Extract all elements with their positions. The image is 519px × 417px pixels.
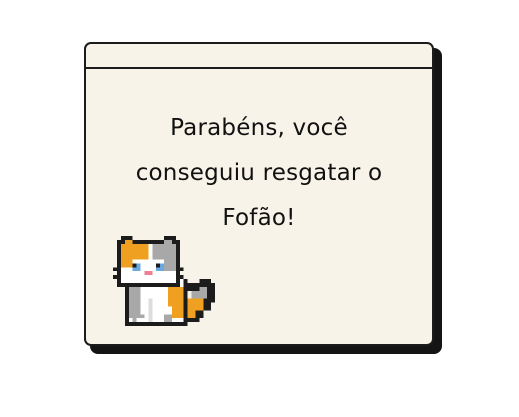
dialog-message [106,106,412,241]
dialog-titlebar [86,44,432,69]
pixel-calico-cat-icon [112,232,224,330]
dialog-message-line-3: Fofão! [222,205,296,231]
dialog-message-line-1: Parabéns, você [170,115,348,141]
dialog-message-line-2: conseguiu resgatar o [135,160,383,186]
